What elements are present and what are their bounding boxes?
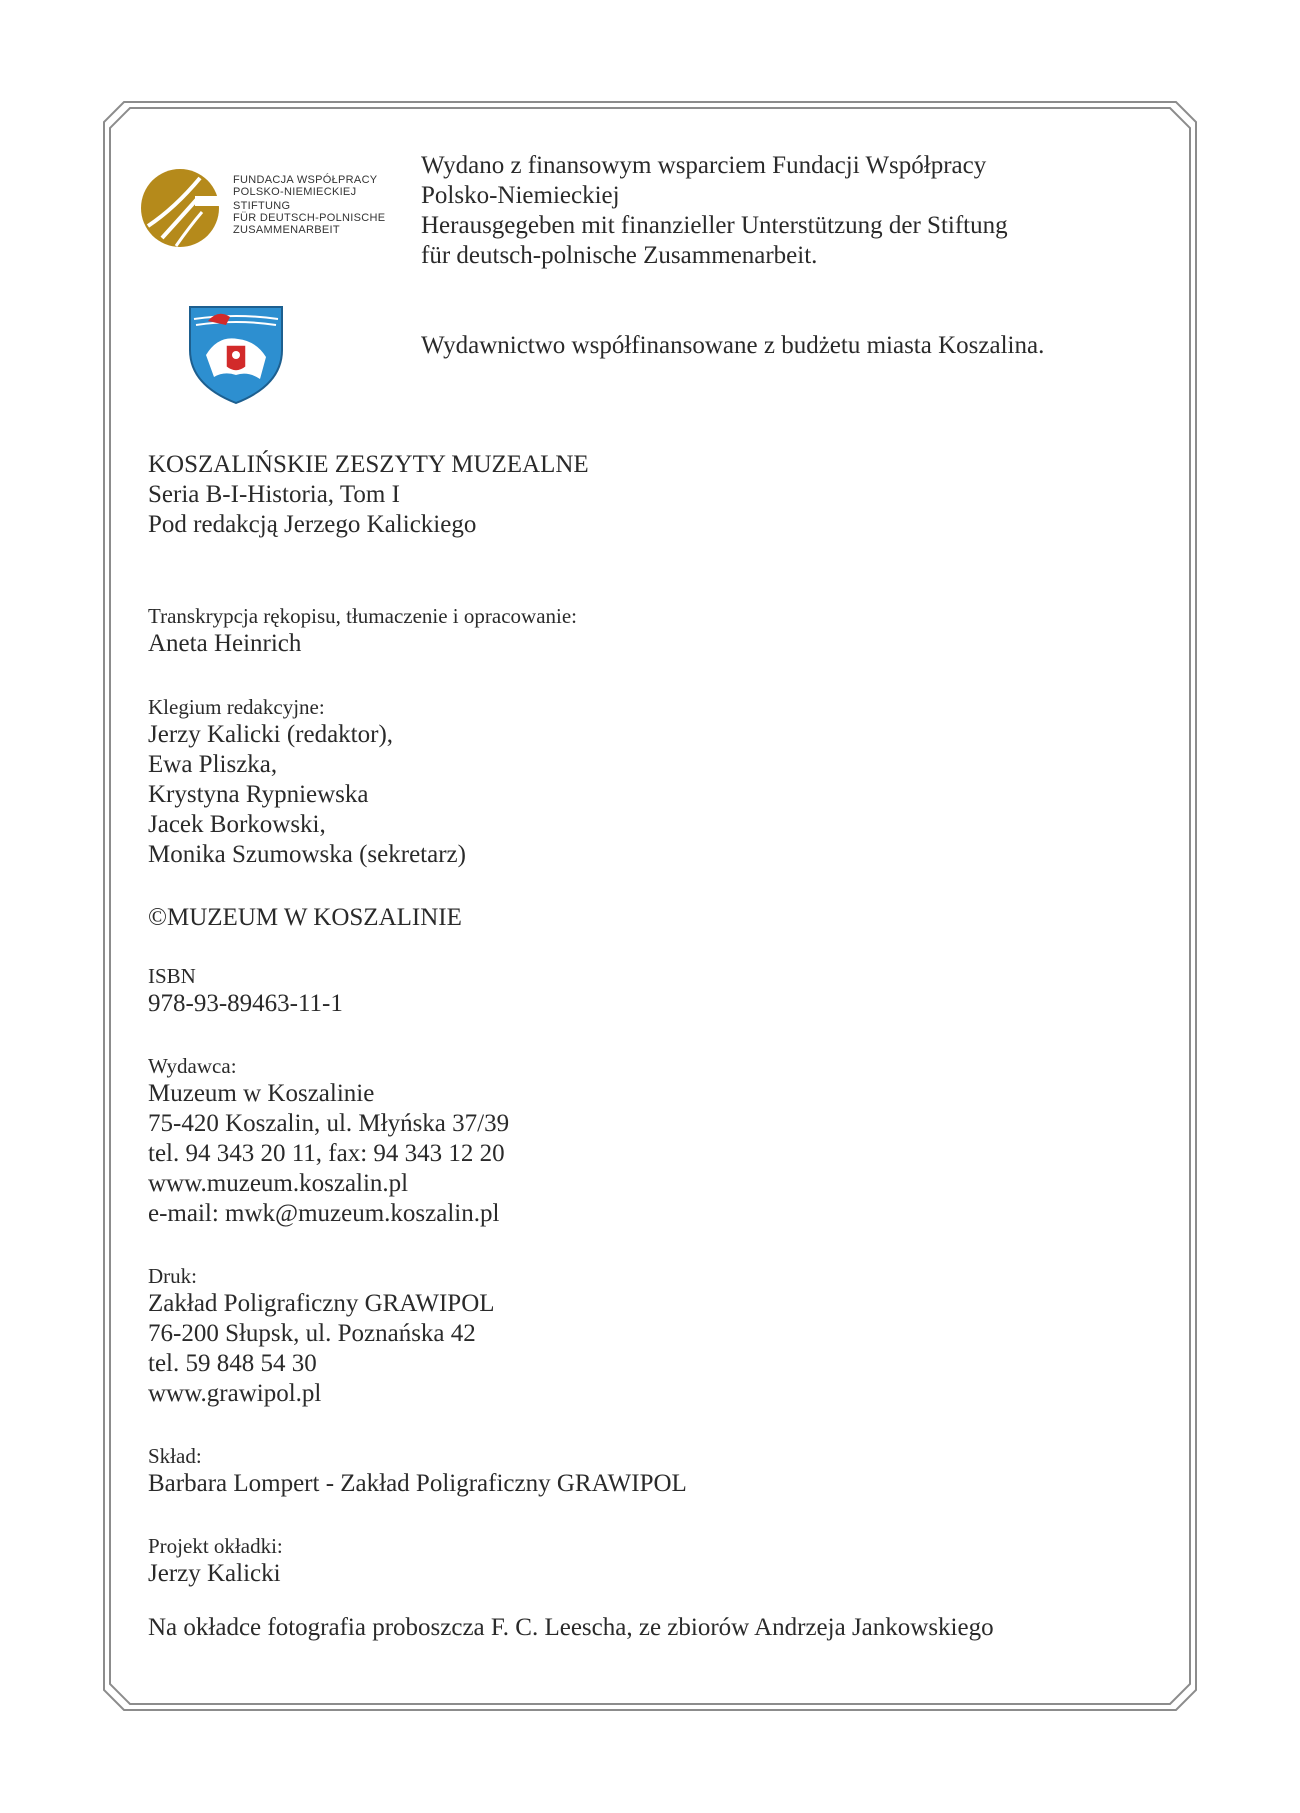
cover-design-section (148, 1533, 283, 1589)
publisher-section (148, 1053, 509, 1229)
print-section (148, 1263, 495, 1409)
logo-line: FÜR DEUTSCH-POLNISCHE (233, 212, 386, 224)
koszalin-crest-icon (188, 305, 284, 405)
board-member: Jerzy Kalicki (redaktor), (148, 721, 394, 748)
funding-statement (421, 151, 1008, 271)
board-member: Krystyna Rypniewska (148, 781, 369, 808)
series-volume: Seria B-I-Historia, Tom I (148, 481, 400, 508)
printer-website: www.grawipol.pl (148, 1380, 322, 1407)
logo-line: STIFTUNG (233, 200, 291, 212)
funding-line: für deutsch-polnische Zusammenarbeit. (421, 242, 818, 269)
board-member: Monika Szumowska (sekretarz) (148, 841, 466, 868)
publisher-phone: tel. 94 343 20 11, fax: 94 343 12 20 (148, 1140, 505, 1167)
board-member: Jacek Borkowski, (148, 811, 326, 838)
publisher-email: e-mail: mwk@muzeum.koszalin.pl (148, 1200, 500, 1227)
isbn-section (148, 963, 343, 1019)
print-label: Druk: (148, 1264, 197, 1288)
cover-note: Na okładce fotografia proboszcza F. C. Leescha, ze zbiorów Andrzeja Jankowskiego (148, 1614, 994, 1641)
printer-address: 76-200 Słupsk, ul. Poznańska 42 (148, 1320, 476, 1347)
logo-line: FUNDACJA WSPÓŁPRACY (233, 174, 378, 186)
publisher-address: 75-420 Koszalin, ul. Młyńska 37/39 (148, 1110, 510, 1137)
funding-line: Polsko-Niemieckiej (421, 182, 620, 209)
editorial-board (148, 694, 466, 870)
isbn-value: 978-93-89463-11-1 (148, 990, 343, 1017)
transcription-label: Transkrypcja rękopisu, tłumaczenie i opracowanie: (148, 604, 578, 628)
series-title: KOSZALIŃSKIE ZESZYTY MUZEALNE (148, 451, 589, 478)
publisher-label: Wydawca: (148, 1054, 237, 1078)
printer-name: Zakład Poligraficzny GRAWIPOL (148, 1290, 495, 1317)
copyright: ©MUZEUM W KOSZALINIE (148, 904, 462, 931)
isbn-label: ISBN (148, 964, 196, 988)
fundacja-logo (140, 165, 386, 245)
logo-line: POLSKO-NIEMIECKIEJ (233, 186, 357, 198)
cover-design-value: Jerzy Kalicki (148, 1560, 281, 1587)
funding-line: Herausgegeben mit finanzieller Unterstützung der Stiftung (421, 212, 1008, 239)
series-info (148, 450, 589, 540)
typesetting-section (148, 1443, 687, 1499)
cover-design-label: Projekt okładki: (148, 1534, 283, 1558)
fundacja-logo-icon (140, 168, 220, 248)
transcription-value: Aneta Heinrich (148, 630, 302, 657)
typesetting-value: Barbara Lompert - Zakład Poligraficzny GRAWIPOL (148, 1470, 687, 1497)
typesetting-label: Skład: (148, 1444, 202, 1468)
printer-phone: tel. 59 848 54 30 (148, 1350, 317, 1377)
board-label: Klegium redakcyjne: (148, 695, 325, 719)
board-member: Ewa Pliszka, (148, 751, 278, 778)
funding-line: Wydano z finansowym wsparciem Fundacji Współpracy (421, 152, 987, 179)
city-funding-note: Wydawnictwo współfinansowane z budżetu miasta Koszalina. (421, 332, 1045, 359)
publisher-website: www.muzeum.koszalin.pl (148, 1170, 409, 1197)
publisher-name: Muzeum w Koszalinie (148, 1080, 375, 1107)
transcription-section (148, 603, 577, 659)
koszalin-crest (188, 305, 284, 405)
series-editor: Pod redakcją Jerzego Kalickiego (148, 511, 477, 538)
logo-line: ZUSAMMENARBEIT (233, 224, 340, 236)
